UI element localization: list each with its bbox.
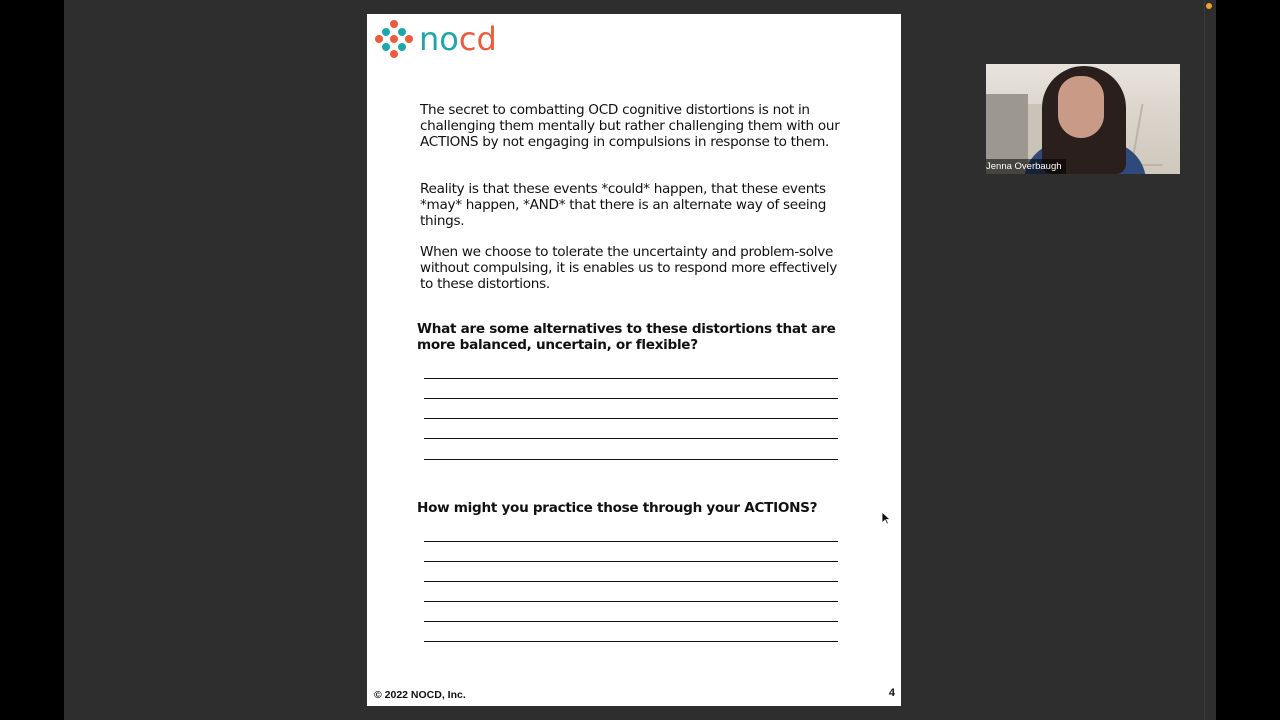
answer-line [424, 541, 838, 542]
participant-name-label: Jenna Overbaugh [986, 159, 1066, 174]
paragraph-reality: Reality is that these events *could* happen, that these events *may* happen, *AND* that there is an alternate way of seeing things. [420, 181, 827, 229]
participant-face [1058, 76, 1104, 138]
copyright-footer: © 2022 NOCD, Inc. [374, 689, 466, 701]
answer-line [424, 398, 838, 399]
question-actions: How might you practice those through your ACTIONS? [417, 500, 818, 516]
nocd-wordmark: nocd [419, 20, 497, 58]
nocd-logo [375, 20, 497, 58]
answer-line [424, 459, 838, 460]
question-alternatives: What are some alternatives to these distortions that are more balanced, uncertain, or flexible? [417, 321, 836, 353]
recording-indicator-icon [1206, 3, 1212, 9]
page-number: 4 [888, 687, 895, 699]
answer-line [424, 561, 838, 562]
answer-line [424, 418, 838, 419]
answer-line [424, 621, 838, 622]
nocd-dots-icon [375, 20, 413, 58]
shared-slide-page [367, 14, 901, 706]
answer-line [424, 641, 838, 642]
answer-line [424, 438, 838, 439]
paragraph-secret: The secret to combatting OCD cognitive distortions is not in challenging them mentally but rather challenging them with our ACTIONS by not engaging in compulsions in response to them. [420, 102, 840, 150]
answer-line [424, 581, 838, 582]
answer-line [424, 378, 838, 379]
paragraph-tolerate: When we choose to tolerate the uncertainty and problem-solve without compulsing, it is enables us to respond more effectively to these distortions. [420, 244, 837, 292]
participant-video-tile[interactable] [986, 64, 1180, 174]
panel-divider[interactable] [1204, 0, 1205, 720]
mouse-cursor-icon [881, 511, 891, 525]
answer-line [424, 601, 838, 602]
